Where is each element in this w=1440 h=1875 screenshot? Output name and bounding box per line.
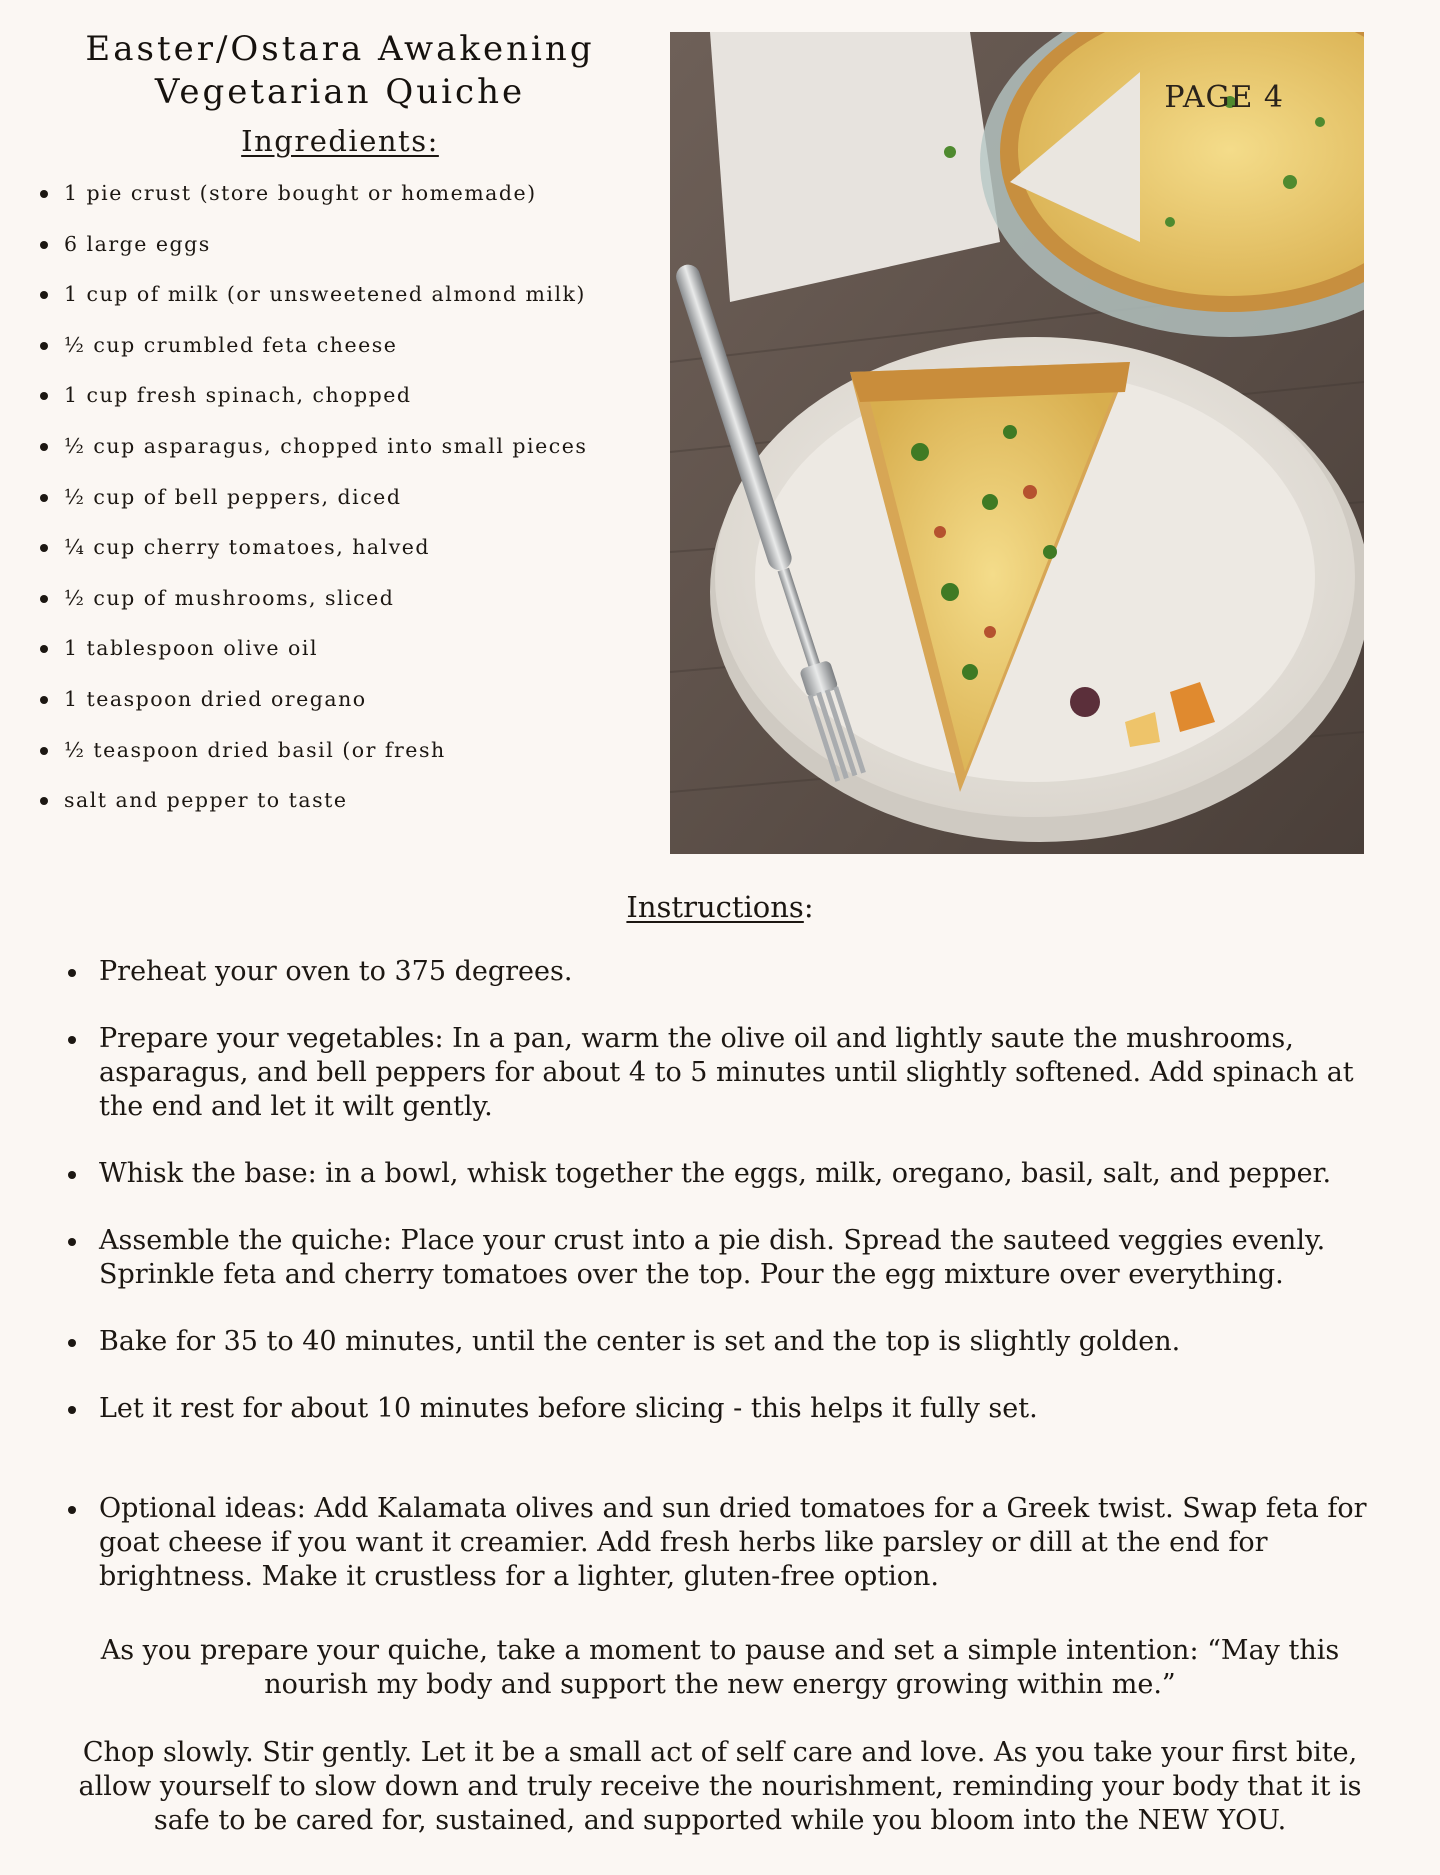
instruction-step: Whisk the base: in a bowl, whisk together the eggs, milk, oregano, basil, salt, and pepper. bbox=[60, 1157, 1405, 1191]
instruction-step: Let it rest for about 10 minutes before slicing - this helps it fully set. bbox=[60, 1392, 1405, 1426]
optional-ideas: Optional ideas: Add Kalamata olives and sun dried tomatoes for a Greek twist. Swap feta for goat cheese if you want it creamier. Add fresh herbs like parsley or dill at the end for brightness. Make it crustless for a lighter, gluten-free option. bbox=[60, 1492, 1405, 1594]
instructions-heading-colon: : bbox=[803, 890, 814, 924]
instruction-steps bbox=[60, 955, 1405, 1627]
ingredients-list bbox=[38, 168, 650, 826]
ingredient-item: 1 cup of milk (or unsweetened almond milk) bbox=[38, 269, 650, 320]
page-number: PAGE 4 bbox=[1164, 80, 1284, 115]
ingredient-item: 1 tablespoon olive oil bbox=[38, 623, 650, 674]
ingredient-item: ½ cup crumbled feta cheese bbox=[38, 320, 650, 371]
ingredient-item: ½ teaspoon dried basil (or fresh bbox=[38, 725, 650, 776]
instructions-heading bbox=[0, 890, 1440, 924]
instruction-step: Prepare your vegetables: In a pan, warm the olive oil and lightly saute the mushrooms, asparagus, and bell peppers for about 4 to 5 minutes until slightly softened. Add spinach at the end and let it wilt gently. bbox=[60, 1022, 1405, 1124]
ingredient-item: ¼ cup cherry tomatoes, halved bbox=[38, 522, 650, 573]
ingredient-item: 6 large eggs bbox=[38, 219, 650, 270]
ingredient-item: ½ cup asparagus, chopped into small pieces bbox=[38, 421, 650, 472]
instruction-step: Assemble the quiche: Place your crust into a pie dish. Spread the sauteed veggies evenly. Sprinkle feta and cherry tomatoes over the top. Pour the egg mixture over everything. bbox=[60, 1224, 1405, 1292]
title-line-1: Easter/Ostara Awakening bbox=[85, 29, 595, 69]
recipe-title bbox=[30, 28, 650, 114]
instructions-heading-text: Instructions bbox=[626, 890, 804, 924]
instruction-step: Bake for 35 to 40 minutes, until the center is set and the top is slightly golden. bbox=[60, 1325, 1405, 1359]
instruction-step: Preheat your oven to 375 degrees. bbox=[60, 955, 1405, 989]
ingredient-item: ½ cup of bell peppers, diced bbox=[38, 472, 650, 523]
ingredient-item: salt and pepper to taste bbox=[38, 775, 650, 826]
reflection-paragraph: Chop slowly. Stir gently. Let it be a small act of self care and love. As you take your first bite, allow yourself to slow down and truly receive the nourishment, reminding your body that it is safe to be cared for, sustained, and supported while you bloom into the NEW YOU. bbox=[78, 1737, 1362, 1836]
ingredient-item: 1 pie crust (store bought or homemade) bbox=[38, 168, 650, 219]
quiche-photo bbox=[670, 32, 1364, 854]
title-line-2: Vegetarian Quiche bbox=[154, 72, 526, 112]
ingredients-column bbox=[30, 28, 650, 826]
ingredient-item: 1 cup fresh spinach, chopped bbox=[38, 370, 650, 421]
ingredients-heading: Ingredients: bbox=[241, 124, 439, 158]
intention-paragraph: As you prepare your quiche, take a moment to pause and set a simple intention: “May this nourish my body and support the new energy growing within me.” bbox=[100, 1635, 1340, 1700]
ingredient-item: 1 teaspoon dried oregano bbox=[38, 674, 650, 725]
quiche-illustration bbox=[670, 32, 1364, 854]
ingredient-item: ½ cup of mushrooms, sliced bbox=[38, 573, 650, 624]
